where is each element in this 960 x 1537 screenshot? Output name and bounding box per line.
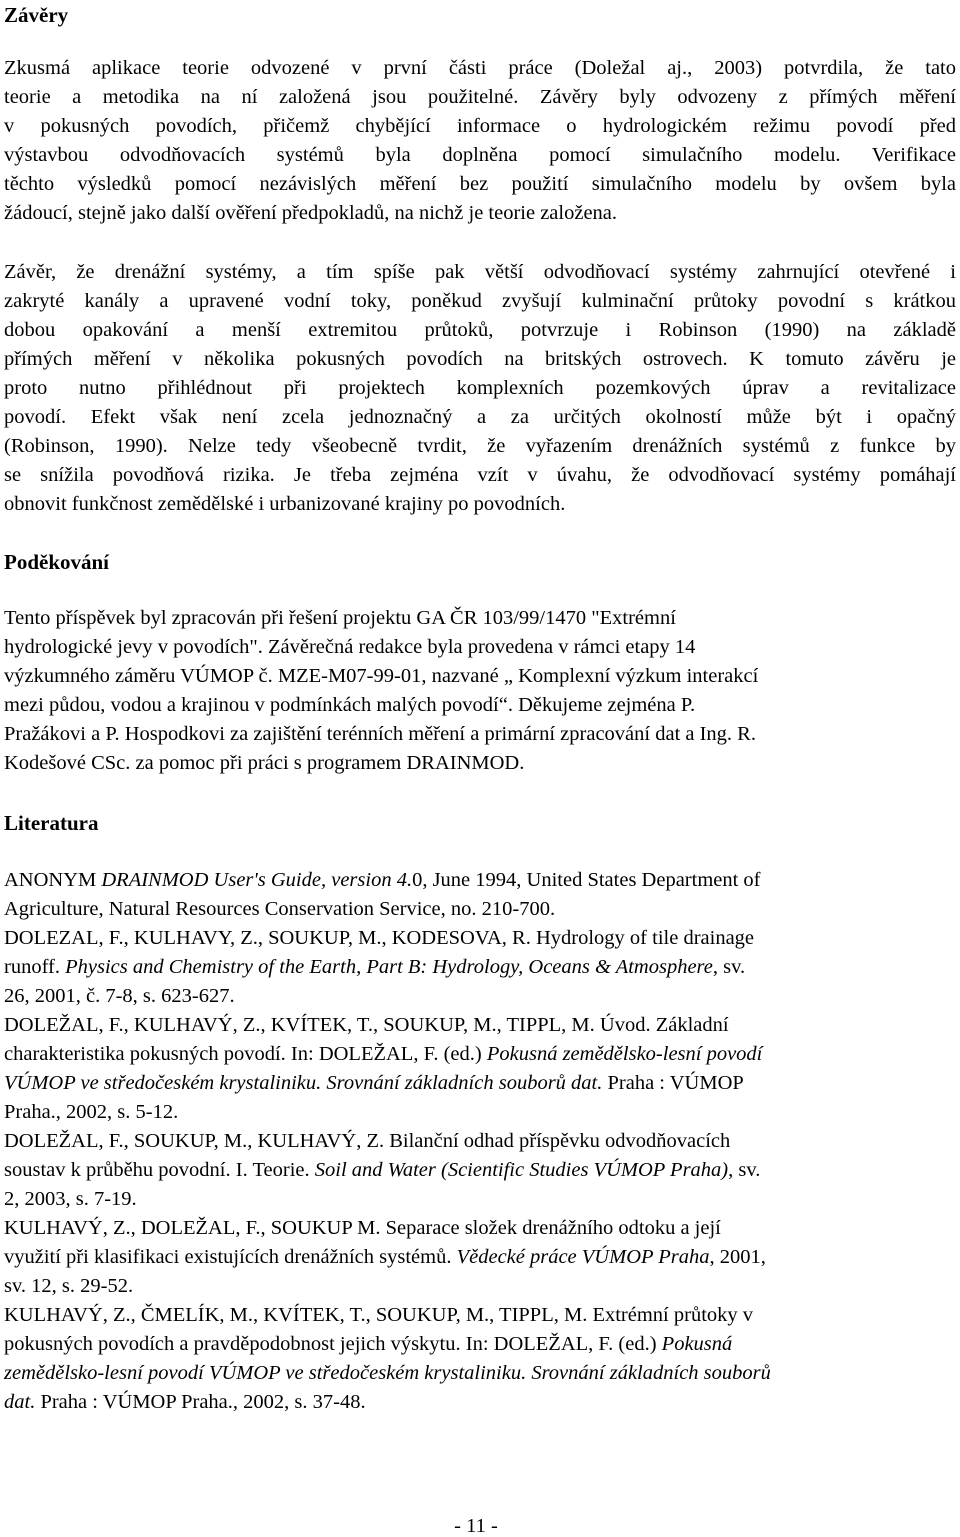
- reference-line: DOLEŽAL, F., SOUKUP, M., KULHAVÝ, Z. Bilanční odhad příspěvku odvodňovacích: [4, 1130, 731, 1152]
- text-line: mezi půdou, vodou a krajinou v podmínkách malých povodí“. Děkujeme zejména P.: [4, 694, 696, 716]
- reference-journal: Soil and Water (Scientific Studies VÚMOP Praha): [314, 1159, 729, 1181]
- reference-title: Pokusná zemědělsko-lesní povodí: [486, 1043, 763, 1065]
- text-line: těchto výsledků pomocí nezávislých měření bez použití simulačního modelu by ovšem byla: [4, 173, 956, 195]
- reference-item: [4, 924, 956, 1011]
- text-line: povodí. Efekt však není zcela jednoznačný a za určitých okolností může být i opačný: [4, 406, 956, 428]
- text-line: obnovit funkčnost zemědělské i urbanizované krajiny po povodních.: [4, 493, 566, 515]
- reference-line: charakteristika pokusných povodí. In: DOLEŽAL, F. (ed.) Pokusná zemědělsko-lesní povodí: [4, 1043, 763, 1065]
- text-line: Kodešové CSc. za pomoc při práci s programem DRAINMOD.: [4, 752, 525, 774]
- section-heading-literatura: Literatura: [4, 811, 99, 835]
- text-line: v pokusných povodích, přičemž chybějící informace o hydrologickém režimu povodí před: [4, 115, 956, 137]
- reference-item: [4, 1214, 956, 1301]
- reference-line: KULHAVÝ, Z., ČMELÍK, M., KVÍTEK, T., SOUKUP, M., TIPPL, M. Extrémní průtoky v: [4, 1304, 754, 1326]
- text-line: hydrologické jevy v povodích". Závěrečná redakce byla provedena v rámci etapy 14: [4, 636, 696, 658]
- reference-line: VÚMOP ve středočeském krystaliniku. Srovnání základních souborů dat. Praha : VÚMOP: [4, 1072, 744, 1094]
- section-heading-podekovani: Poděkování: [4, 550, 110, 574]
- reference-line: runoff. Physics and Chemistry of the Earth, Part B: Hydrology, Oceans & Atmosphere, sv.: [4, 956, 746, 978]
- text-line: přímých měření v několika pokusných povodích na britských ostrovech. K tomuto závěru je: [4, 348, 956, 370]
- text-line: Pražákovi a P. Hospodkovi za zajištění terénních měření a primární zpracování dat a Ing. R.: [4, 723, 756, 745]
- paragraph-acknowledgements: [4, 604, 956, 778]
- text-line: Tento příspěvek byl zpracován při řešení projektu GA ČR 103/99/1470 "Extrémní: [4, 607, 676, 629]
- text-line: žádoucí, stejně jako další ověření předpokladů, na nichž je teorie založena.: [4, 202, 618, 224]
- reference-title: dat.: [4, 1391, 36, 1413]
- text-line: výzkumného záměru VÚMOP č. MZE-M07-99-01, nazvané „ Komplexní výzkum interakcí: [4, 665, 759, 687]
- paragraph-conclusions-2: [4, 258, 956, 519]
- reference-line: pokusných povodích a pravděpodobnost jejich výskytu. In: DOLEŽAL, F. (ed.) Pokusná: [4, 1333, 733, 1355]
- text-line: výstavbou odvodňovacích systémů byla doplněna pomocí simulačního modelu. Verifikace: [4, 144, 956, 166]
- reference-line: 2, 2003, s. 7-19.: [4, 1188, 137, 1210]
- reference-line: DOLEZAL, F., KULHAVY, Z., SOUKUP, M., KODESOVA, R. Hydrology of tile drainage: [4, 927, 755, 949]
- page-number: - 11 -: [454, 1515, 498, 1537]
- reference-item: [4, 1301, 956, 1417]
- reference-item: [4, 1127, 956, 1214]
- reference-line: KULHAVÝ, Z., DOLEŽAL, F., SOUKUP M. Separace složek drenážního odtoku a její: [4, 1217, 721, 1239]
- reference-title: zemědělsko-lesní povodí VÚMOP ve středočeském krystaliniku. Srovnání základních souborů: [4, 1362, 771, 1384]
- reference-line: sv. 12, s. 29-52.: [4, 1275, 134, 1297]
- reference-line: soustav k průběhu povodní. I. Teorie. Soil and Water (Scientific Studies VÚMOP Praha), sv.: [4, 1159, 761, 1181]
- reference-line: Agriculture, Natural Resources Conservation Service, no. 210-700.: [4, 898, 556, 920]
- paragraph-conclusions-1: [4, 54, 956, 228]
- reference-item: [4, 866, 956, 924]
- text-line: (Robinson, 1990). Nelze tedy všeobecně tvrdit, že vyřazením drenážních systémů z funkce by: [4, 435, 956, 457]
- text-line: Závěr, že drenážní systémy, a tím spíše pak větší odvodňovací systémy zahrnující otevřené i: [4, 261, 956, 283]
- text-line: Zkusmá aplikace teorie odvozené v první části práce (Doležal aj., 2003) potvrdila, že tato: [4, 57, 956, 79]
- reference-line: ANONYM DRAINMOD User's Guide, version 4.0, June 1994, United States Department of: [4, 869, 761, 891]
- reference-line: Praha., 2002, s. 5-12.: [4, 1101, 179, 1123]
- text-line: teorie a metodika na ní založená jsou použitelné. Závěry byly odvozeny z přímých měření: [4, 86, 956, 108]
- reference-journal: Vědecké práce VÚMOP Praha: [456, 1246, 710, 1268]
- text-line: zakryté kanály a upravené vodní toky, poněkud zvyšují kulminační průtoky povodní s krátkou: [4, 290, 956, 312]
- reference-title: VÚMOP ve středočeském krystaliniku. Srovnání základních souborů dat.: [4, 1072, 603, 1094]
- reference-line: [4, 1359, 956, 1388]
- reference-journal: Physics and Chemistry of the Earth, Part B: Hydrology, Oceans & Atmosphere: [65, 956, 713, 978]
- reference-title: Pokusná: [661, 1333, 733, 1355]
- section-heading-zavery: Závěry: [4, 3, 69, 27]
- reference-item: [4, 1011, 956, 1127]
- text-line: se snížila povodňová rizika. Je třeba zejména vzít v úvahu, že odvodňovací systémy pomáhají: [4, 464, 956, 486]
- reference-line: dat. Praha : VÚMOP Praha., 2002, s. 37-48.: [4, 1391, 366, 1413]
- text-line: dobou opakování a menší extremitou průtoků, potvrzuje i Robinson (1990) na základě: [4, 319, 956, 341]
- reference-title: DRAINMOD User's Guide, version 4.: [101, 869, 413, 891]
- reference-line: využití při klasifikaci existujících drenážních systémů. Vědecké práce VÚMOP Praha, 2001,: [4, 1246, 766, 1268]
- text-line: proto nutno přihlédnout při projektech komplexních pozemkových úprav a revitalizace: [4, 377, 956, 399]
- reference-line: 26, 2001, č. 7-8, s. 623-627.: [4, 985, 235, 1007]
- reference-line: DOLEŽAL, F., KULHAVÝ, Z., KVÍTEK, T., SOUKUP, M., TIPPL, M. Úvod. Základní: [4, 1014, 729, 1036]
